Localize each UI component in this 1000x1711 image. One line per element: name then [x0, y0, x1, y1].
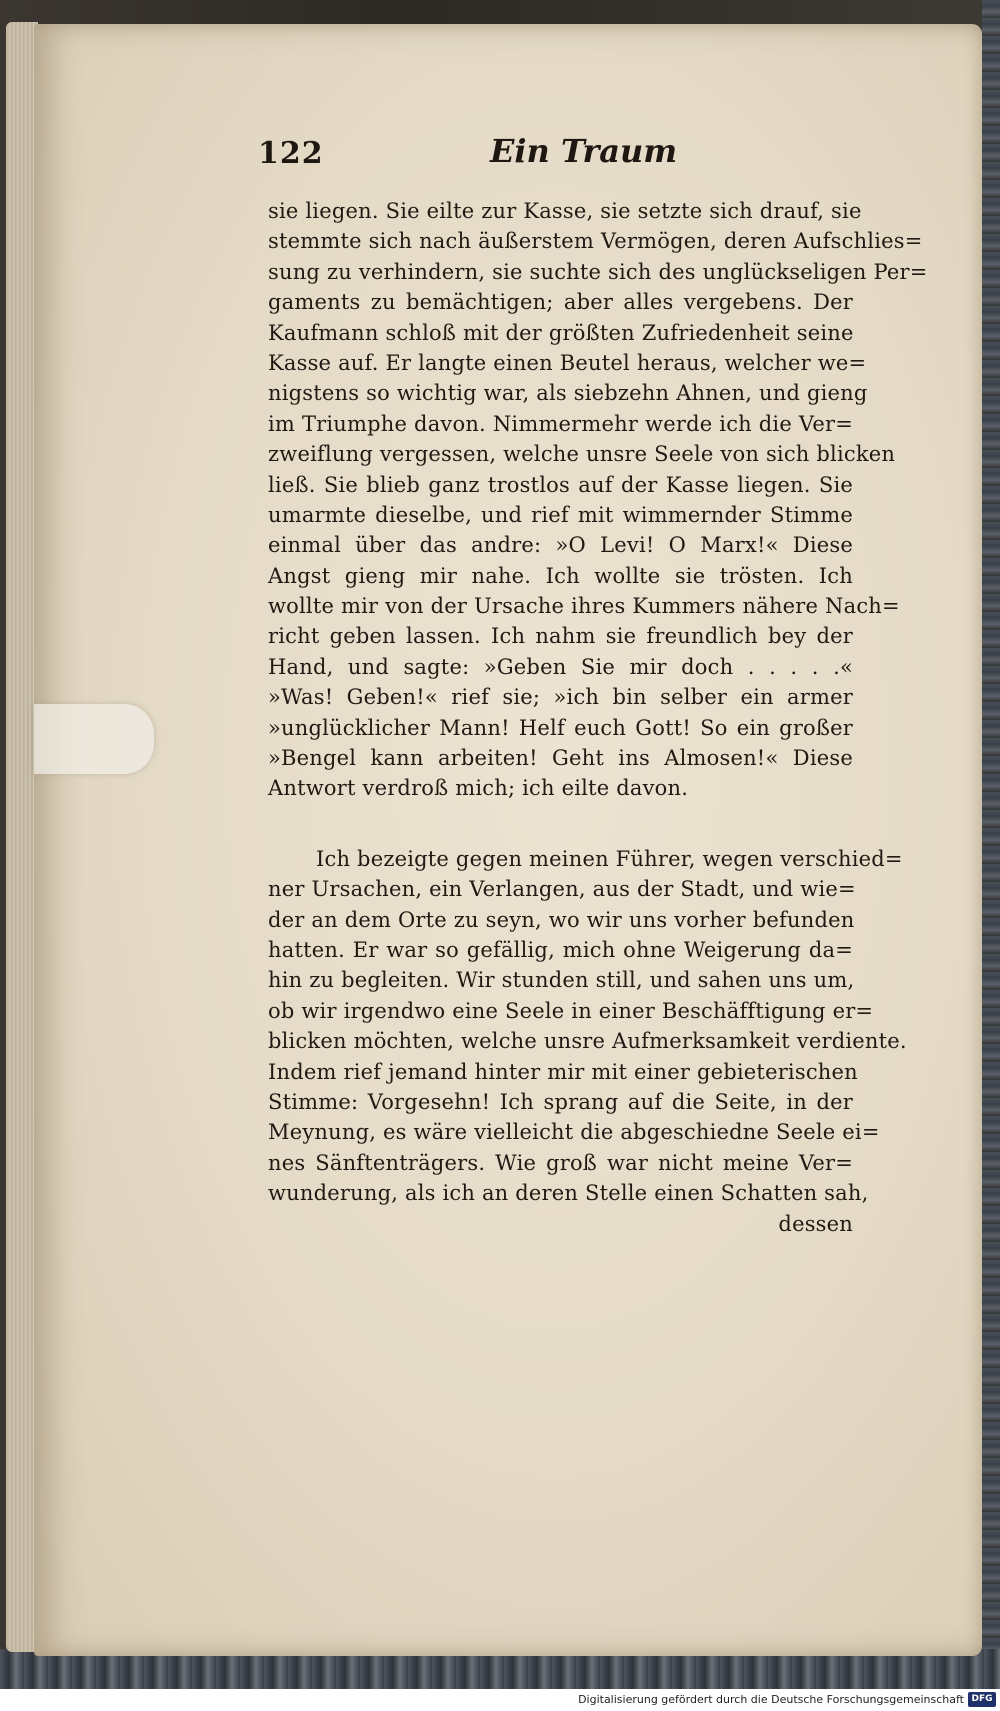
text-line: nigstens so wichtig war, als siebzehn Ahnen, und gieng [268, 381, 868, 406]
text-line: im Triumphe davon. Nimmermehr werde ich die Ver= [268, 411, 853, 436]
footer-credit: Digitalisierung gefördert durch die Deutsche Forschungsgemeinschaft [578, 1693, 964, 1706]
text-line: einmal über das andre: »O Levi! O Marx!« Diese [268, 533, 853, 558]
text-line: umarmte dieselbe, und rief mit wimmernder Stimme [268, 502, 853, 527]
text-line: stemmte sich nach äußerstem Vermögen, deren Aufschlies= [268, 229, 923, 254]
text-line: Stimme: Vorgesehn! Ich sprang auf die Seite, in der [268, 1089, 853, 1114]
text-line: ob wir irgendwo eine Seele in einer Beschäfftigung er= [268, 998, 874, 1023]
text-line: sung zu verhindern, sie suchte sich des unglückseligen Per= [268, 259, 928, 284]
paragraph-2 [268, 844, 907, 1209]
text-line: zweiflung vergessen, welche unsre Seele von sich blicken [268, 442, 896, 467]
text-line: ner Ursachen, ein Verlangen, aus der Stadt, und wie= [268, 877, 856, 902]
paragraph-1 [268, 196, 928, 804]
page-header [258, 130, 888, 180]
text-line: blicken möchten, welche unsre Aufmerksamkeit verdiente. [268, 1029, 907, 1054]
text-line: ließ. Sie blieb ganz trostlos auf der Kasse liegen. Sie [268, 472, 853, 497]
text-line: Kaufmann schloß mit der größten Zufriedenheit seine [268, 320, 854, 345]
text-line: hatten. Er war so gefällig, mich ohne Weigerung da= [268, 937, 853, 962]
text-line: Antwort verdroß mich; ich eilte davon. [268, 776, 689, 801]
text-line: Ich bezeigte gegen meinen Führer, wegen verschied= [316, 846, 903, 871]
text-line: Kasse auf. Er langte einen Beutel heraus, welcher we= [268, 350, 867, 375]
text-line: »Bengel kann arbeiten! Geht ins Almosen!« Diese [268, 746, 853, 771]
text-line: wollte mir von der Ursache ihres Kummers nähere Nach= [268, 594, 900, 619]
text-line: sie liegen. Sie eilte zur Kasse, sie setzte sich drauf, sie [268, 199, 862, 223]
dfg-logo: DFG [968, 1692, 996, 1707]
text-line: wunderung, als ich an deren Stelle einen Schatten sah, [268, 1181, 869, 1206]
book-cover-edge-right [982, 0, 1000, 1690]
page-clip-mark [34, 704, 154, 774]
text-line: nes Sänftenträgers. Wie groß war nicht meine Ver= [268, 1150, 853, 1175]
text-line: »unglücklicher Mann! Helf euch Gott! So ein großer [268, 715, 853, 740]
text-line: gaments zu bemächtigen; aber alles vergebens. Der [268, 290, 853, 315]
running-head: Ein Traum [490, 132, 678, 170]
text-line: hin zu begleiten. Wir stunden still, und sahen uns um, [268, 968, 855, 993]
paragraph-gap [268, 804, 853, 844]
text-line: der an dem Orte zu seyn, wo wir uns vorher befunden [268, 907, 855, 932]
text-line: »Was! Geben!« rief sie; »ich bin selber ein armer [268, 685, 853, 710]
page-number: 122 [258, 136, 324, 171]
text-line: Hand, und sagte: »Geben Sie mir doch . . . . .« [268, 654, 853, 679]
text-line: Indem rief jemand hinter mir mit einer gebieterischen [268, 1059, 858, 1084]
catchword: dessen [778, 1211, 853, 1236]
text-line: Meynung, es wäre vielleicht die abgeschiedne Seele ei= [268, 1120, 880, 1145]
text-line: richt geben lassen. Ich nahm sie freundlich bey der [268, 624, 853, 649]
digitization-footer [0, 1689, 1000, 1711]
text-line: Angst gieng mir nahe. Ich wollte sie trösten. Ich [268, 563, 853, 588]
body-text [268, 196, 928, 1239]
